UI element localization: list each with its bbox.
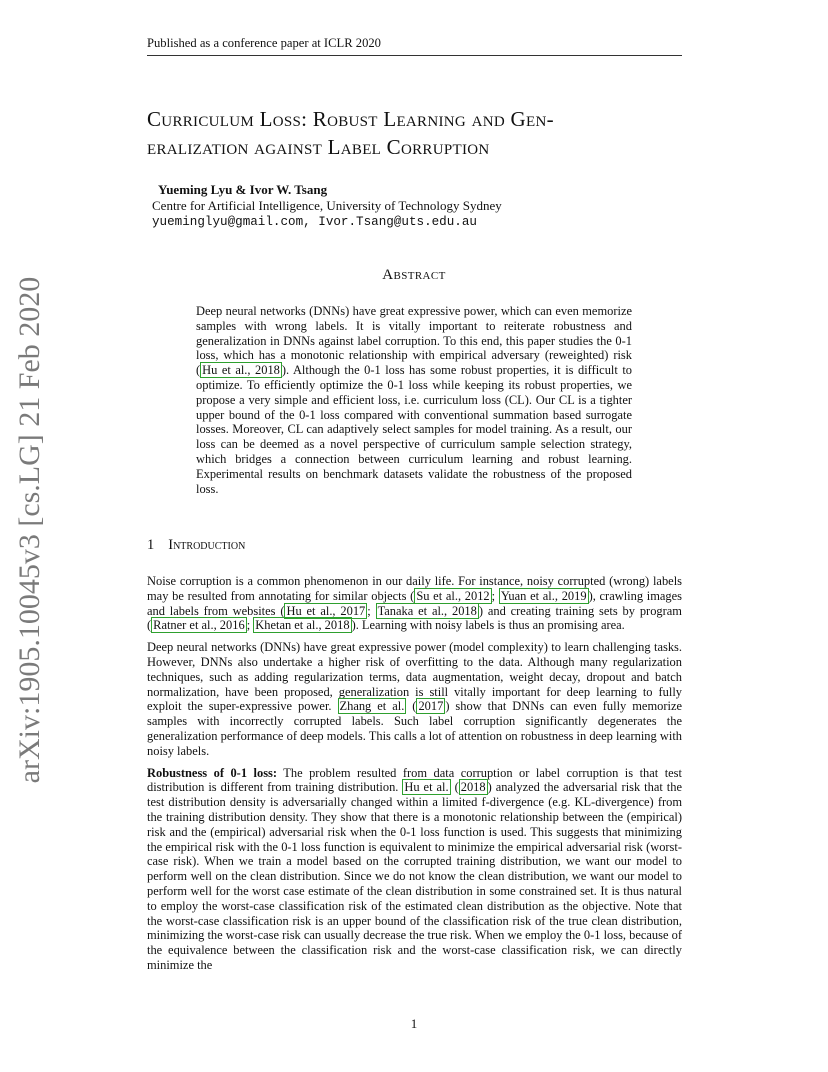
text-run: ( [450, 780, 459, 795]
page-number: 1 [410, 1016, 418, 1031]
abstract-text-part: ). Although the 0-1 loss has some robust properties, it is difficult to optimize. To efficiently optimize the 0-1 loss while keeping its robust properties, we propose a very simple and efficient loss, i.e. curriculum loss (CL). Our CL is a tighter upper bound of the 0-1 loss compared with conventional summation based surrogate losses. Moreover, CL can adaptively select samples for model training. As a result, our loss can be deemed as a novel perspective of curriculum sample selection strategy, which bridges a connection between curriculum learning and robust learning. Experimental results on benchmark datasets validate the robustness of the proposed loss. [196, 363, 632, 496]
citation-link[interactable]: 2017 [418, 699, 444, 714]
body-text [147, 574, 682, 980]
paper-title [147, 105, 707, 161]
paragraph-title: Robustness of 0-1 loss: [147, 765, 278, 780]
paragraph [147, 640, 682, 758]
text-run: ( [406, 699, 417, 714]
citation-link[interactable]: Hu et al., 2017 [286, 603, 366, 618]
text-run: ) analyzed the adversarial risk that the test distribution density is adversarially changed within a limited f-divergence (e.g. KL-divergence) from the training distribution density. They show that there is a monotonic relationship between the (empirical) risk and the (empirical) adversarial risk when the 0-1 loss function is used. This suggests that minimizing the empirical risk with the 0-1 loss function is equivalent to minimize the empirical adversarial risk (worst-case risk). When we train a model based on the corrupted training distribution, we want our model to perform well on the clean distribution. Since we do not know the clean distribution, we want our model to perform well for the worst case estimate of the clean distribution in some constrained set. It is thus natural to employ the worst-case classification risk of the estimated clean distribution as the objective. Note that the worst-case classification risk is an upper bound of the classification risk of the true clean distribution, minimizing the worst-case risk can usually decrease the true risk. When we employ the 0-1 loss, because of the equivalence between the classification risk and the worst-case classification risk, we can directly minimize the [147, 780, 682, 972]
text-run: ), crawling images and labels from websites ( [147, 588, 682, 618]
paper-title-line1: Curriculum Loss: Robust Learning and Gen- [147, 107, 554, 131]
citation-link[interactable]: Yuan et al., 2019 [500, 588, 587, 603]
running-header: Published as a conference paper at ICLR 2020 [147, 36, 682, 56]
paragraph [147, 766, 682, 973]
text-run: Deep neural networks (DNNs) have great expressive power (model complexity) to learn challenging tasks. However, DNNs also undertake a higher risk of overfitting to the data. Although many regularization techniques, such as adding regularization terms, data augmentation, weight decay, dropout and batch normalization, have been proposed, generalization is still vitally important for deep learning to fully exploit the super-expressive power. [147, 640, 682, 714]
author-emails: yueminglyu@gmail.com, Ivor.Tsang@uts.edu.au [152, 215, 477, 229]
text-run: The problem resulted from data corruption or label corruption is that test distribution is different from training distribution. [147, 765, 682, 795]
author-affiliation: Centre for Artificial Intelligence, University of Technology Sydney [152, 198, 502, 213]
text-run: ; [367, 603, 376, 618]
text-run: ). Learning with noisy labels is thus an promising area. [351, 618, 625, 633]
citation-link[interactable]: Khetan et al., 2018 [255, 618, 350, 633]
citation-link[interactable]: Su et al., 2012 [416, 588, 490, 603]
author-block [152, 182, 672, 230]
citation-link[interactable]: Zhang et al. [339, 699, 405, 714]
text-run: ) and creating training sets by program ( [147, 603, 682, 633]
section-number: 1 [147, 537, 155, 553]
paragraph [147, 574, 682, 633]
paper-title-line2: eralization against Label Corruption [147, 135, 490, 159]
citation-link[interactable]: 2018 [460, 780, 486, 795]
text-run: ; [491, 588, 499, 603]
citation-link[interactable]: Hu et al. [404, 780, 449, 795]
citation-link[interactable]: Ratner et al., 2016 [153, 618, 245, 633]
author-names: Yueming Lyu & Ivor W. Tsang [158, 182, 328, 197]
text-run: Noise corruption is a common phenomenon in our daily life. For instance, noisy corrupted (wrong) labels may be resulted from annotating for similar objects ( [147, 574, 682, 603]
abstract-heading: Abstract [382, 267, 446, 283]
text-run: ; [246, 618, 254, 633]
arxiv-side-stamp: arXiv:1905.10045v3 [cs.LG] 21 Feb 2020 [13, 276, 46, 784]
section-title: Introduction [168, 537, 246, 553]
citation-link[interactable]: Hu et al., 2018 [202, 363, 280, 378]
abstract-text [196, 304, 632, 496]
citation-link[interactable]: Tanaka et al., 2018 [377, 603, 477, 618]
abstract-text-part: Deep neural networks (DNNs) have great expressive power, which can even memorize samples with wrong labels. It is vitally important to reiterate robustness and generalization in DNNs against label corruption. To this end, this paper studies the 0-1 loss, which has a monotonic relationship with empirical adversary (reweighted) risk ( [196, 304, 632, 378]
section-heading [147, 537, 259, 554]
text-run: ) show that DNNs can even fully memorize samples with incorrectly corrupted labels. Such label corruption significantly degenerates the generalization performance of deep models. This calls a lot of attention on robustness in deep learning with noisy labels. [147, 699, 682, 758]
